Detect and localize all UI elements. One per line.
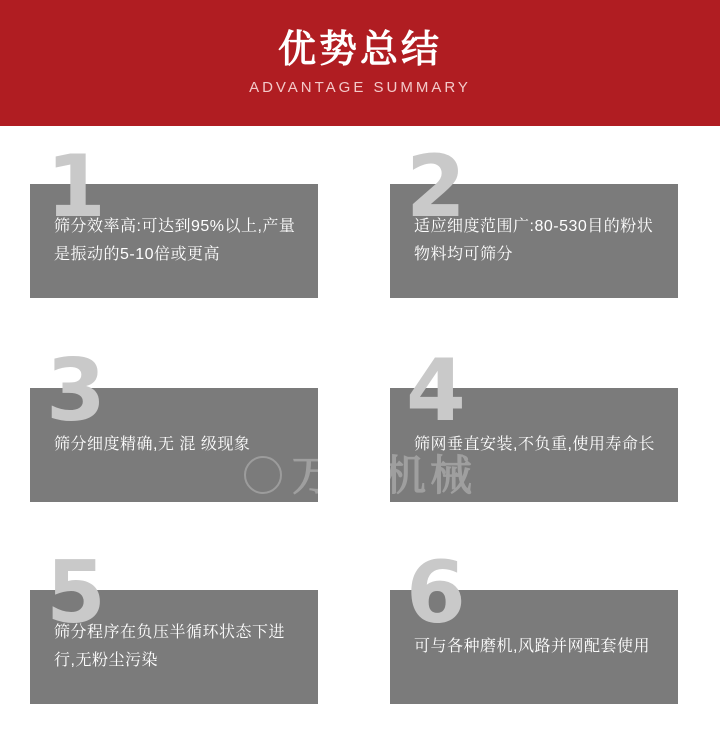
card-text: 筛分效率高:可达到95%以上,产量是振动的5-10倍或更高: [54, 218, 296, 263]
advantage-card: [30, 341, 318, 502]
header-banner: [0, 0, 720, 126]
page-subtitle: ADVANTAGE SUMMARY: [249, 79, 471, 97]
card-text: 适应细度范围广:80-530目的粉状物料均可筛分: [414, 218, 654, 263]
card-text: 筛分细度精确,无 混 级现象: [54, 436, 251, 453]
card-number: 1: [46, 137, 106, 237]
advantage-card: [30, 543, 318, 704]
card-text: 筛分程序在负压半循环状态下进行,无粉尘污染: [54, 624, 286, 669]
page-title: 优势总结: [277, 28, 442, 71]
card-number: 3: [46, 341, 106, 441]
advantage-card: [30, 137, 318, 298]
advantage-card: [390, 543, 678, 704]
card-number: 4: [406, 341, 466, 441]
watermark-secondary: HENAN WANWO MACHINERY CO.,LTD.: [237, 501, 483, 513]
card-text: 可与各种磨机,风路并网配套使用: [414, 638, 650, 655]
watermark-primary: 万沃机械: [0, 455, 720, 498]
advantage-card-grid: [0, 126, 720, 740]
advantage-card: [390, 137, 678, 298]
card-text: 筛网垂直安装,不负重,使用寿命长: [414, 436, 655, 453]
card-number: 2: [406, 137, 466, 237]
card-number: 5: [46, 543, 106, 643]
advantage-card: [390, 341, 678, 502]
card-number: 6: [406, 543, 466, 643]
